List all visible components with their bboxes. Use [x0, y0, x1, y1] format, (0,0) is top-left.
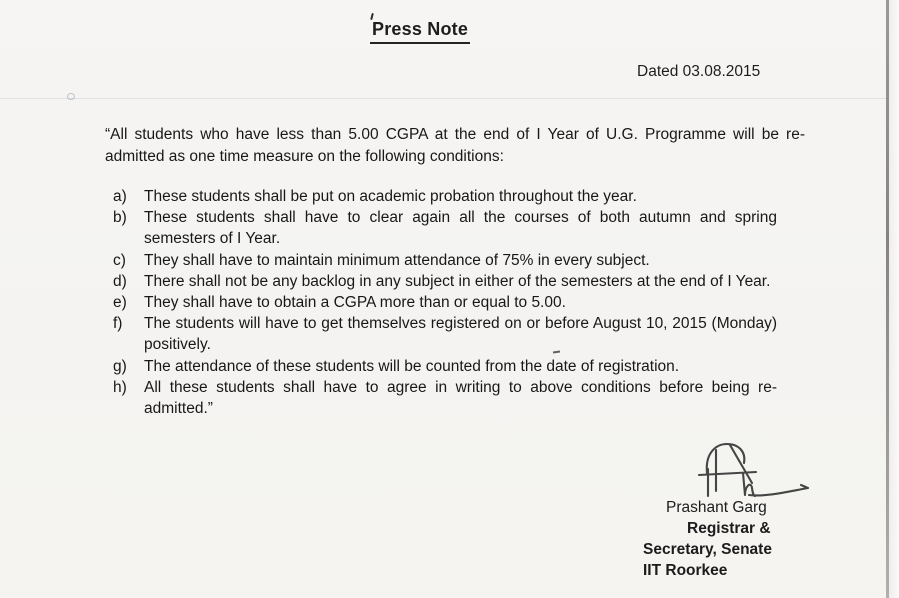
scan-artifact-speck [67, 93, 75, 100]
signatory-role-line1: Registrar & [687, 520, 771, 537]
condition-item-b [113, 207, 777, 249]
condition-item-a [113, 186, 777, 207]
condition-text: The students will have to get themselves registered on or before August 10, 2015 (Monday) positively. [144, 315, 777, 354]
condition-item-e [113, 292, 777, 313]
condition-text: They shall have to obtain a CGPA more than or equal to 5.00. [144, 294, 566, 312]
condition-label: h) [113, 378, 127, 396]
condition-text: All these students shall have to agree in writing to above conditions before being re-admitted.” [144, 378, 777, 418]
condition-label: g) [113, 357, 127, 375]
scan-background-strip [889, 0, 899, 598]
condition-item-g [113, 356, 777, 377]
condition-text: The attendance of these students will be counted from the date of registration. [144, 357, 680, 375]
document-title: Press Note [370, 19, 470, 44]
scan-artifact-horizontal-line [0, 98, 888, 99]
condition-item-d [113, 271, 777, 292]
intro-paragraph: “All students who have less than 5.00 CGPA at the end of I Year of U.G. Programme will be re-admitted as one time measure on the following conditions: [105, 126, 805, 165]
condition-item-f [113, 313, 777, 355]
condition-text: They shall have to maintain minimum attendance of 75% in every subject. [144, 251, 650, 269]
condition-text: These students shall have to clear again all the courses of both autumn and spring semesters of I Year. [144, 209, 777, 248]
conditions-list [113, 186, 777, 419]
signature-handwriting-image [694, 439, 816, 503]
condition-item-h [113, 377, 777, 419]
condition-item-c [113, 250, 777, 271]
condition-label: c) [113, 251, 126, 269]
condition-label: e) [113, 294, 127, 312]
signatory-role-line2: Secretary, Senate [643, 541, 772, 558]
signatory-organization: IIT Roorkee [643, 562, 728, 579]
date-line: Dated 03.08.2015 [637, 63, 761, 80]
condition-label: f) [113, 315, 123, 333]
signatory-name: Prashant Garg [666, 499, 767, 516]
condition-label: d) [113, 272, 127, 290]
condition-text: There shall not be any backlog in any subject in either of the semesters at the end of I Year. [144, 272, 771, 290]
condition-text: These students shall be put on academic probation throughout the year. [144, 188, 637, 205]
condition-label: b) [113, 209, 127, 227]
condition-label: a) [113, 188, 127, 205]
